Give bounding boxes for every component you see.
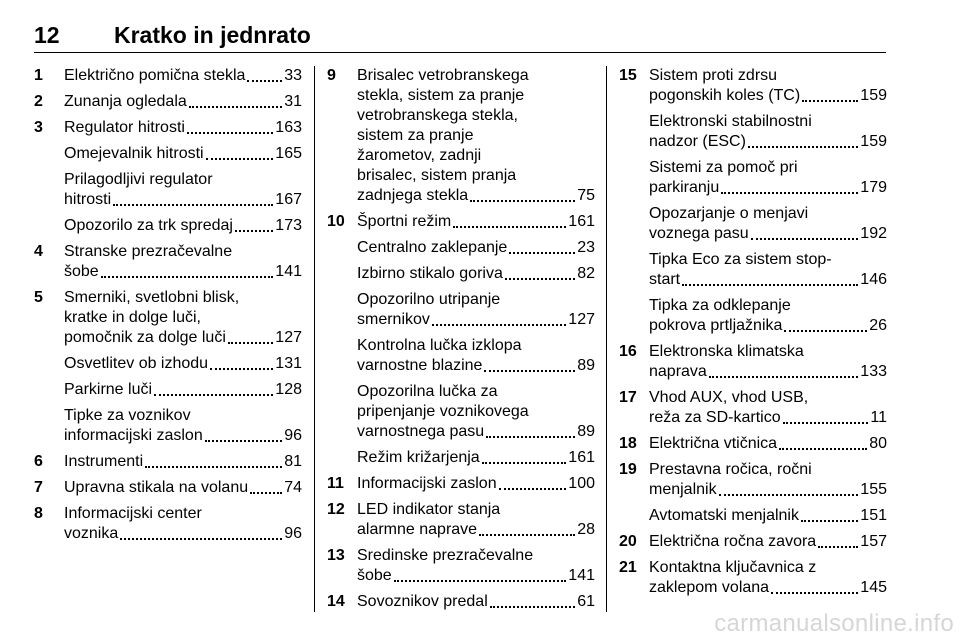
entry-text: Režim križarjenja (357, 449, 480, 466)
page-reference: 11 (870, 409, 887, 426)
index-column-3 (619, 66, 887, 604)
dot-leader (479, 534, 575, 536)
dot-leader (802, 100, 858, 102)
entry-text: nadzor (ESC) (649, 133, 746, 150)
dot-leader (484, 370, 575, 372)
entry-text: Sredinske prezračevalne (357, 547, 534, 564)
page-reference: 26 (869, 317, 887, 334)
entry-text: Opozorilo za trk spredaj (64, 217, 233, 234)
dot-leader (247, 80, 282, 82)
entry-text: Tipka za odklepanje (649, 297, 791, 314)
entry-text: brisalec, sistem pranja (357, 167, 517, 184)
callout-number: 16 (619, 343, 637, 360)
dot-leader (721, 192, 858, 194)
page-reference: 100 (568, 475, 595, 492)
page-reference: 133 (860, 363, 887, 380)
entry-text: Električna ročna zavora (649, 533, 817, 550)
dot-leader (206, 158, 274, 160)
callout-number: 14 (327, 593, 345, 610)
page-reference: 28 (577, 521, 595, 538)
page-reference: 96 (284, 525, 302, 542)
dot-leader (235, 230, 273, 232)
entry-text: pomočnik za dolge luči (64, 329, 226, 346)
page-reference: 151 (860, 507, 887, 524)
entry-text: LED indikator stanja (357, 501, 501, 518)
entry-text: Opozarjanje o menjavi (649, 205, 809, 222)
callout-number: 2 (34, 93, 43, 110)
index-entry (34, 242, 302, 282)
dot-leader (120, 538, 282, 540)
dot-leader (432, 324, 566, 326)
entry-text: šobe (64, 263, 99, 280)
callout-number: 18 (619, 435, 637, 452)
entry-text: alarmne naprave (357, 521, 478, 538)
callout-number: 1 (34, 67, 43, 84)
page-reference: 159 (860, 133, 887, 150)
dot-leader (784, 330, 867, 332)
index-entry (327, 336, 595, 376)
index-entry (34, 504, 302, 544)
index-entry (619, 434, 887, 454)
entry-text: Tipka Eco za sistem stop- (649, 251, 832, 268)
index-entry (619, 532, 887, 552)
page-reference: 23 (577, 239, 595, 256)
entry-text: naprava (649, 363, 707, 380)
dot-leader (470, 200, 575, 202)
page-reference: 89 (577, 423, 595, 440)
entry-text: informacijski zaslon (64, 427, 203, 444)
index-entry (34, 354, 302, 374)
column-divider (606, 66, 607, 612)
entry-text: Elektronski stabilnostni (649, 113, 812, 130)
entry-text: hitrosti (64, 191, 112, 208)
index-entry (327, 448, 595, 468)
page-reference: 163 (275, 119, 302, 136)
page-reference: 81 (284, 453, 302, 470)
dot-leader (482, 462, 567, 464)
index-entry (327, 66, 595, 206)
page-reference: 31 (284, 93, 302, 110)
index-entry (619, 66, 887, 106)
entry-text: Smerniki, svetlobni blisk, (64, 289, 240, 306)
page-reference: 155 (860, 481, 887, 498)
entry-text: Prestavna ročica, ročni (649, 461, 812, 478)
page-number: 12 (34, 22, 60, 48)
dot-leader (154, 394, 273, 396)
entry-text: Osvetlitev ob izhodu (64, 355, 209, 372)
page-reference: 141 (568, 567, 595, 584)
dot-leader (801, 520, 858, 522)
callout-number: 17 (619, 389, 637, 406)
index-entry (327, 290, 595, 330)
page-reference: 141 (275, 263, 302, 280)
callout-number: 21 (619, 559, 637, 576)
dot-leader (210, 368, 273, 370)
page-reference: 82 (577, 265, 595, 282)
entry-text: Brisalec vetrobranskega (357, 67, 529, 84)
entry-text: pogonskih koles (TC) (649, 87, 801, 104)
entry-text: Električno pomična stekla (64, 67, 246, 84)
callout-number: 5 (34, 289, 43, 306)
index-entry (34, 144, 302, 164)
entry-text: kratke in dolge luči, (64, 309, 201, 326)
entry-text: Električna vtičnica (649, 435, 778, 452)
entry-text: pripenjanje voznikovega (357, 403, 529, 420)
dot-leader (113, 204, 273, 206)
entry-text: varnostnega pasu (357, 423, 485, 440)
entry-text: Zunanja ogledala (64, 93, 187, 110)
index-entry (34, 406, 302, 446)
index-entry (34, 66, 302, 86)
page-reference: 80 (869, 435, 887, 452)
dot-leader (486, 436, 575, 438)
page-reference: 75 (577, 187, 595, 204)
entry-text: Informacijski zaslon (357, 475, 497, 492)
entry-text: Elektronska klimatska (649, 343, 804, 360)
entry-text: smernikov (357, 311, 430, 328)
index-entry (34, 452, 302, 472)
page-header (34, 22, 886, 50)
dot-leader (250, 492, 282, 494)
index-entry (619, 204, 887, 244)
page-reference: 161 (568, 449, 595, 466)
entry-text: Stranske prezračevalne (64, 243, 233, 260)
page-reference: 89 (577, 357, 595, 374)
callout-number: 8 (34, 505, 43, 522)
dot-leader (505, 278, 575, 280)
entry-text: start (649, 271, 681, 288)
dot-leader (709, 376, 858, 378)
entry-text: Prilagodljivi regulator (64, 171, 213, 188)
dot-leader (818, 546, 858, 548)
index-entry (327, 546, 595, 586)
index-entry (619, 158, 887, 198)
index-column-2 (327, 66, 595, 618)
index-entry (619, 506, 887, 526)
entry-text: Instrumenti (64, 453, 144, 470)
index-entry (34, 478, 302, 498)
entry-text: parkiranju (649, 179, 720, 196)
dot-leader (189, 106, 282, 108)
index-entry (327, 264, 595, 284)
entry-text: Športni režim (357, 213, 452, 230)
callout-number: 19 (619, 461, 637, 478)
page-reference: 159 (860, 87, 887, 104)
entry-text: menjalnik (649, 481, 717, 498)
page-reference: 165 (275, 145, 302, 162)
callout-number: 7 (34, 479, 43, 496)
column-divider (314, 66, 315, 612)
callout-number: 3 (34, 119, 43, 136)
entry-text: Upravna stikala na volanu (64, 479, 249, 496)
dot-leader (145, 466, 282, 468)
page-reference: 161 (568, 213, 595, 230)
index-entry (34, 170, 302, 210)
dot-leader (490, 606, 575, 608)
entry-text: varnostne blazine (357, 357, 483, 374)
dot-leader (101, 276, 274, 278)
entry-text: zaklepom volana (649, 579, 770, 596)
dot-leader (187, 132, 273, 134)
chapter-title: Kratko in jednrato (114, 22, 311, 48)
index-entry (619, 296, 887, 336)
entry-text: Sistem proti zdrsu (649, 67, 778, 84)
page-reference: 157 (860, 533, 887, 550)
entry-text: voznika (64, 525, 119, 542)
index-entry (34, 216, 302, 236)
callout-number: 13 (327, 547, 345, 564)
index-entry (327, 592, 595, 612)
watermark: carmanualsonline.info (714, 610, 954, 637)
callout-number: 11 (327, 475, 344, 492)
entry-text: Kontrolna lučka izklopa (357, 337, 522, 354)
dot-leader (751, 238, 859, 240)
entry-text: Vhod AUX, vhod USB, (649, 389, 809, 406)
callout-number: 12 (327, 501, 345, 518)
page-reference: 96 (284, 427, 302, 444)
dot-leader (771, 592, 858, 594)
dot-leader (394, 580, 567, 582)
dot-leader (228, 342, 273, 344)
entry-text: Izbirno stikalo goriva (357, 265, 503, 282)
entry-text: zadnjega stekla (357, 187, 469, 204)
index-entry (619, 460, 887, 500)
dot-leader (748, 146, 858, 148)
callout-number: 6 (34, 453, 43, 470)
callout-number: 20 (619, 533, 637, 550)
index-entry (619, 342, 887, 382)
index-entry (619, 558, 887, 598)
page-reference: 74 (284, 479, 302, 496)
callout-number: 15 (619, 67, 637, 84)
dot-leader (509, 252, 575, 254)
index-entry (34, 118, 302, 138)
page-reference: 173 (275, 217, 302, 234)
entry-text: šobe (357, 567, 392, 584)
page-reference: 146 (860, 271, 887, 288)
entry-text: žarometov, zadnji (357, 147, 482, 164)
index-entry (34, 92, 302, 112)
entry-text: Informacijski center (64, 505, 202, 522)
dot-leader (499, 488, 567, 490)
dot-leader (453, 226, 566, 228)
page-reference: 127 (275, 329, 302, 346)
entry-text: Sistemi za pomoč pri (649, 159, 798, 176)
page-reference: 33 (284, 67, 302, 84)
header-divider (34, 52, 886, 53)
entry-text: Omejevalnik hitrosti (64, 145, 204, 162)
index-entry (327, 382, 595, 442)
index-entry (34, 288, 302, 348)
dot-leader (205, 440, 282, 442)
entry-text: Centralno zaklepanje (357, 239, 508, 256)
page-reference: 61 (577, 593, 595, 610)
index-entry (327, 238, 595, 258)
entry-text: Tipke za voznikov (64, 407, 191, 424)
dot-leader (682, 284, 858, 286)
page-reference: 128 (275, 381, 302, 398)
entry-text: Regulator hitrosti (64, 119, 185, 136)
page-reference: 145 (860, 579, 887, 596)
callout-number: 10 (327, 213, 345, 230)
index-entry (327, 474, 595, 494)
index-entry (327, 212, 595, 232)
entry-text: Opozorilna lučka za (357, 383, 498, 400)
callout-number: 4 (34, 243, 43, 260)
index-entry (619, 388, 887, 428)
entry-text: voznega pasu (649, 225, 749, 242)
page-reference: 167 (275, 191, 302, 208)
page-reference: 127 (568, 311, 595, 328)
entry-text: Opozorilno utripanje (357, 291, 501, 308)
index-entry (34, 380, 302, 400)
dot-leader (783, 422, 869, 424)
entry-text: Kontaktna ključavnica z (649, 559, 817, 576)
page-reference: 131 (275, 355, 302, 372)
entry-text: sistem za pranje (357, 127, 474, 144)
entry-text: stekla, sistem za pranje (357, 87, 525, 104)
callout-number: 9 (327, 67, 336, 84)
index-entry (619, 112, 887, 152)
index-column-1 (34, 66, 302, 550)
entry-text: Sovoznikov predal (357, 593, 488, 610)
entry-text: vetrobranskega stekla, (357, 107, 518, 124)
page-reference: 179 (860, 179, 887, 196)
entry-text: Avtomatski menjalnik (649, 507, 799, 524)
entry-text: pokrova prtljažnika (649, 317, 783, 334)
dot-leader (719, 494, 859, 496)
entry-text: reža za SD-kartico (649, 409, 781, 426)
page-reference: 192 (860, 225, 887, 242)
index-entry (327, 500, 595, 540)
index-entry (619, 250, 887, 290)
entry-text: Parkirne luči (64, 381, 153, 398)
dot-leader (779, 448, 867, 450)
